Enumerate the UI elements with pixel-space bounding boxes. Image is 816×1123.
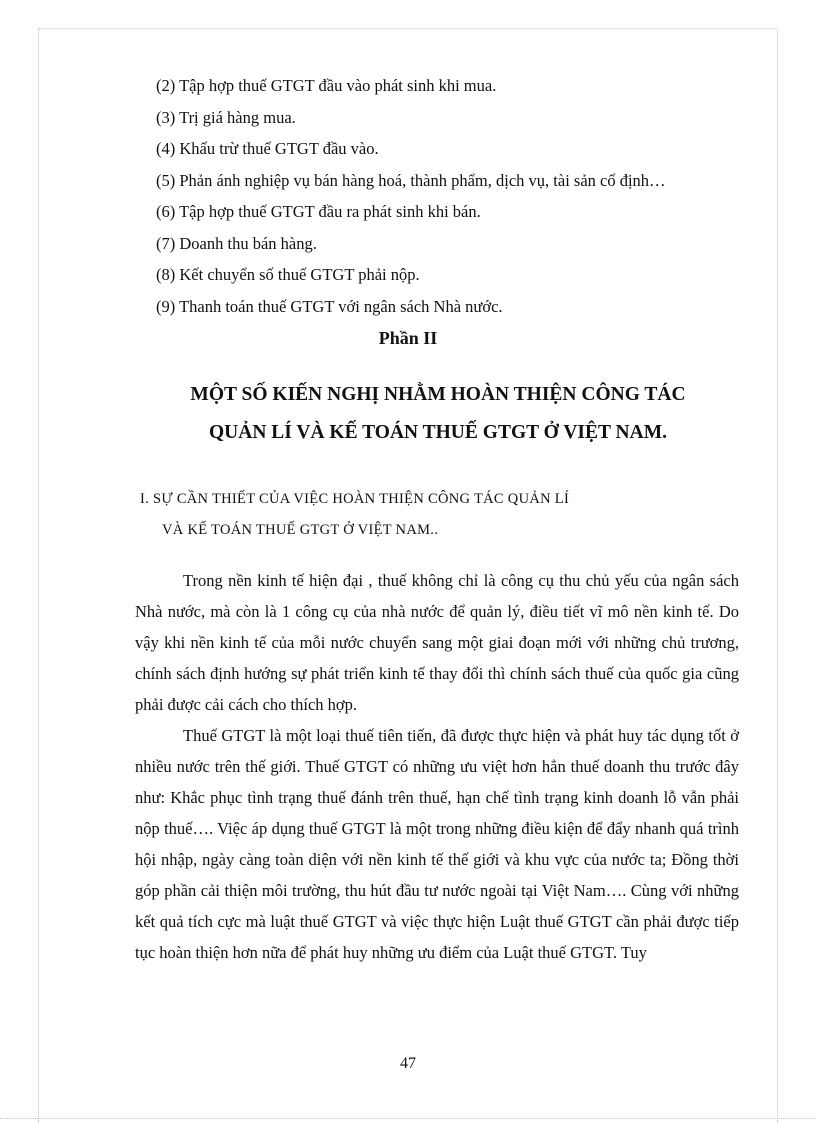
part-heading: Phần II: [378, 328, 438, 348]
section-heading-line-1: I. SỰ CẦN THIẾT CỦA VIỆC HOÀN THIỆN CÔNG TÁC QUẢN LÍ: [140, 491, 570, 507]
journal-entry-list: [156, 72, 756, 324]
page-bottom-border: [0, 1118, 816, 1119]
section-heading-line-2: VÀ KẾ TOÁN THUẾ GTGT Ở VIỆT NAM..: [162, 522, 439, 538]
list-item: (3) Trị giá hàng mua.: [156, 107, 296, 127]
chapter-title-line-2: QUẢN LÍ VÀ KẾ TOÁN THUẾ GTGT Ở VIỆT NAM.: [208, 422, 667, 443]
list-item: (4) Khấu trừ thuế GTGT đầu vào.: [156, 139, 379, 158]
list-item: (5) Phản ánh nghiệp vụ bán hàng hoá, thành phẩm, dịch vụ, tài sản cố định…: [156, 170, 666, 190]
body-text: [135, 565, 739, 968]
paragraph: Trong nền kinh tế hiện đại , thuế không chỉ là công cụ thu chủ yếu của ngân sách Nhà nước, mà còn là 1 công cụ của nhà nước để quản lý, điều tiết vĩ mô nền kinh tế. Do vậy khi nền kinh tế của mỗi nước chuyển sang một giai đoạn mới với những chủ trương, chính sách định hướng sự phát triển kinh tế thay đổi thì chính sách thuế của quốc gia cũng phải được cải cách cho thích hợp.: [135, 571, 739, 714]
paragraph: Thuế GTGT là một loại thuế tiên tiến, đã được thực hiện và phát huy tác dụng tốt ở nhiều nước trên thế giới. Thuế GTGT có những ưu việt hơn hẳn thuế doanh thu trước đây như: Khắc phục tình trạng thuế đánh trên thuế, hạn chế tình trạng kinh doanh lỗ vẫn phải nộp thuế…. Việc áp dụng thuế GTGT là một trong những điều kiện để đẩy nhanh quá trình hội nhập, ngày càng toàn diện với nền kinh tế thế giới và khu vực của nước ta; Đồng thời góp phần cải thiện môi trường, thu hút đầu tư nước ngoài tại Việt Nam…. Cùng với những kết quả tích cực mà luật thuế GTGT và việc thực hiện Luật thuế GTGT cần phải được tiếp tục hoàn thiện hơn nữa để phát huy những ưu điểm của Luật thuế GTGT. Tuy: [135, 726, 739, 962]
list-item: (6) Tập hợp thuế GTGT đầu ra phát sinh khi bán.: [156, 202, 481, 221]
list-item: (2) Tập hợp thuế GTGT đầu vào phát sinh khi mua.: [156, 76, 497, 95]
list-item: (7) Doanh thu bán hàng.: [156, 233, 317, 253]
section-heading: [140, 484, 569, 546]
chapter-title: [60, 376, 816, 452]
page-number: 47: [400, 1055, 416, 1072]
chapter-title-line-1: MỘT SỐ KIẾN NGHỊ NHẰM HOÀN THIỆN CÔNG TÁC: [190, 384, 686, 405]
list-item: (9) Thanh toán thuế GTGT với ngân sách Nhà nước.: [156, 296, 503, 316]
list-item: (8) Kết chuyển số thuế GTGT phải nộp.: [156, 265, 420, 284]
